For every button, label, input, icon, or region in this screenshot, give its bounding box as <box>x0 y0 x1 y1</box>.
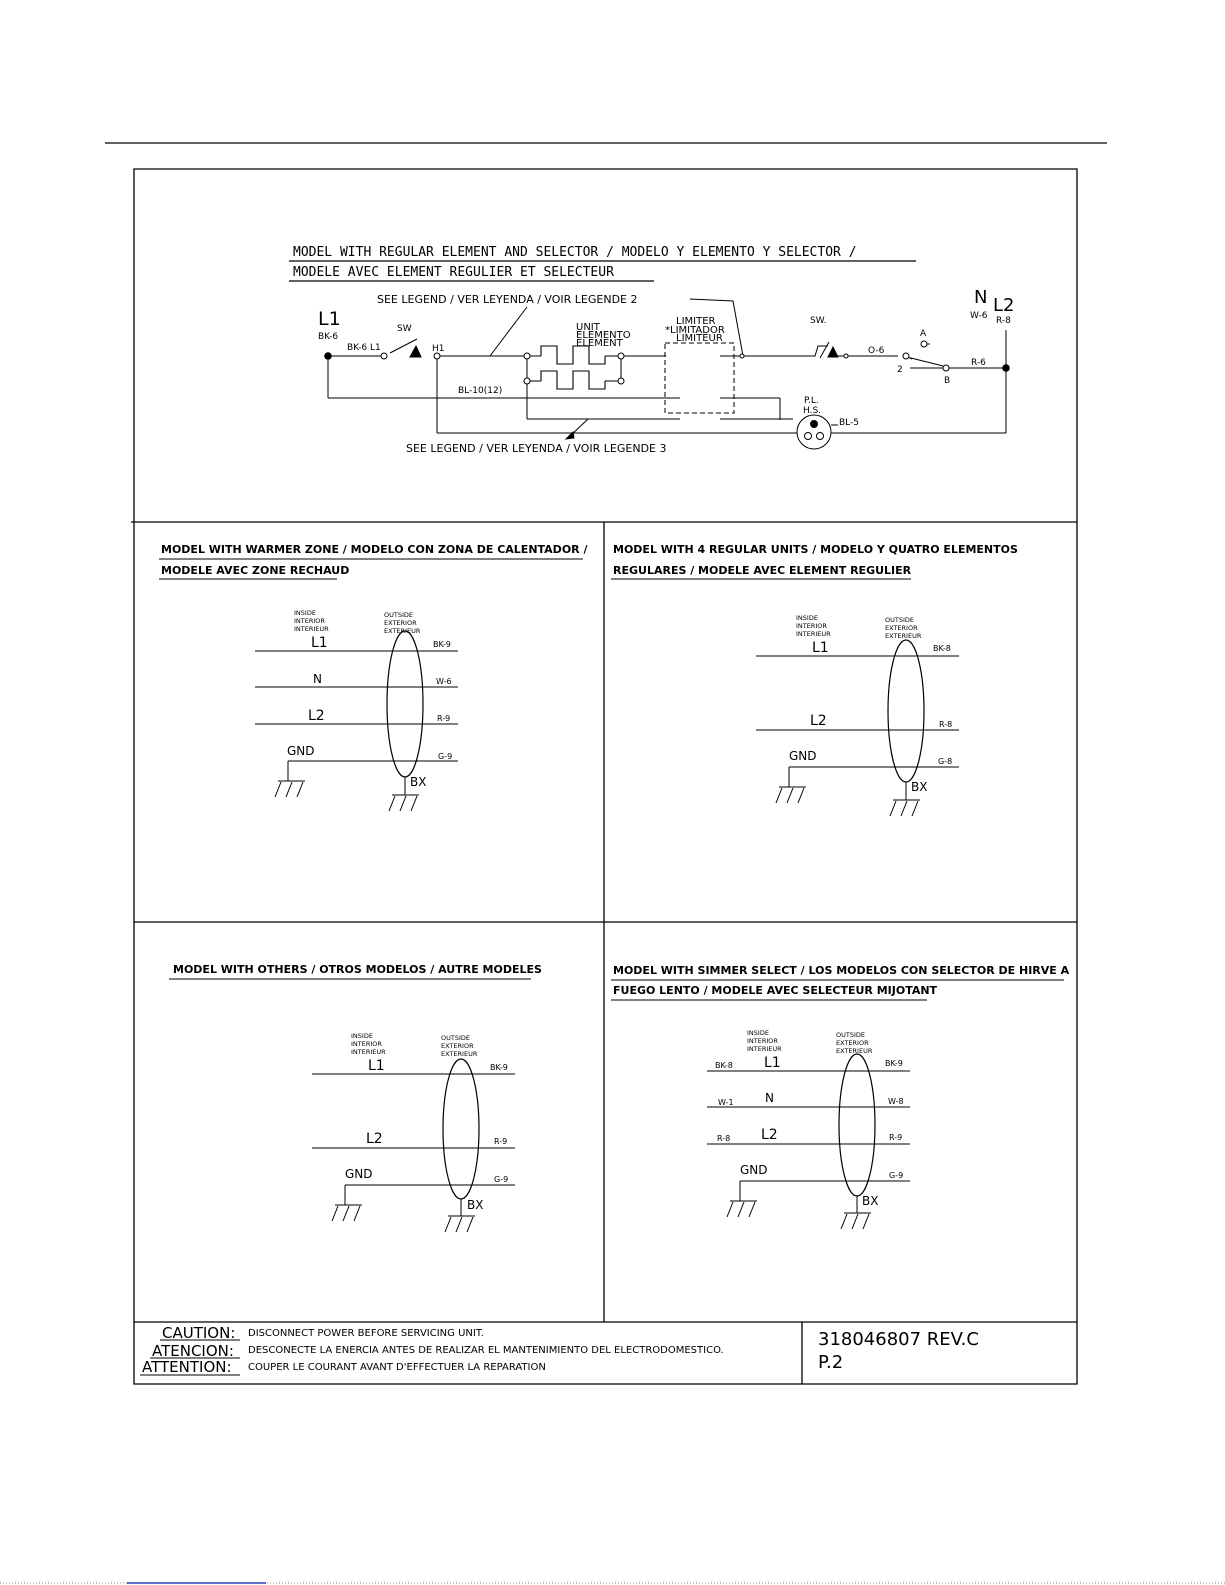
svg-text:INTERIEUR: INTERIEUR <box>294 625 329 633</box>
svg-text:OUTSIDE: OUTSIDE <box>836 1031 865 1039</box>
svg-text:W-6: W-6 <box>436 677 452 686</box>
svg-text:EXTERIOR: EXTERIOR <box>836 1039 869 1047</box>
svg-text:INTERIEUR: INTERIEUR <box>796 630 831 638</box>
svg-text:LIMITER: LIMITER <box>676 316 716 327</box>
svg-text:GND: GND <box>789 749 817 763</box>
svg-text:W-8: W-8 <box>888 1097 904 1106</box>
svg-text:2: 2 <box>897 365 903 375</box>
svg-text:BK-9: BK-9 <box>490 1063 508 1072</box>
svg-text:L1: L1 <box>311 635 328 651</box>
page-number: P.2 <box>818 1352 844 1373</box>
svg-text:BX: BX <box>862 1194 879 1208</box>
four-units-title-line1: MODEL WITH 4 REGULAR UNITS / MODELO Y QUATRO ELEMENTOS <box>613 543 1018 556</box>
four-units-cable-sheath <box>888 640 924 782</box>
svg-text:ELEMENTO: ELEMENTO <box>576 330 631 341</box>
svg-text:L2: L2 <box>993 295 1015 316</box>
svg-text:BK-6: BK-6 <box>318 332 339 342</box>
svg-text:OUTSIDE: OUTSIDE <box>885 616 914 624</box>
svg-text:*LIMITADOR: *LIMITADOR <box>665 325 725 336</box>
warmer-title-line1: MODEL WITH WARMER ZONE / MODELO CON ZONA DE CALENTADOR / <box>161 543 588 556</box>
svg-text:R-8: R-8 <box>717 1134 731 1143</box>
selector-arrow <box>828 347 838 357</box>
attention-label: ATTENTION: <box>142 1358 232 1376</box>
warmer-cable-sheath <box>387 631 423 777</box>
legend-3-label: SEE LEGEND / VER LEYENDA / VOIR LEGENDE 3 <box>406 442 667 455</box>
legend-2-leader-left <box>490 307 527 356</box>
svg-text:N: N <box>313 672 322 686</box>
contact-b <box>943 365 949 371</box>
atencion-text: DESCONECTE LA ENERCIA ANTES DE REALIZAR EL MANTENIMIENTO DEL ELECTRODOMESTICO. <box>248 1345 724 1356</box>
svg-text:L2: L2 <box>810 713 827 729</box>
contact-2 <box>903 353 909 359</box>
svg-text:BK-8: BK-8 <box>715 1061 733 1070</box>
svg-text:W-6: W-6 <box>970 311 988 321</box>
simmer-title-line2: FUEGO LENTO / MODELE AVEC SELECTEUR MIJOTANT <box>613 984 938 997</box>
svg-text:L1: L1 <box>812 640 829 656</box>
junction-l2 <box>1003 365 1010 372</box>
attention-text: COUPER LE COURANT AVANT D'EFFECTUER LA REPARATION <box>248 1362 546 1373</box>
svg-text:BK-9: BK-9 <box>885 1059 903 1068</box>
svg-text:L1: L1 <box>764 1055 781 1071</box>
contact-a <box>921 341 927 347</box>
others-title-line1: MODEL WITH OTHERS / OTROS MODELOS / AUTRE MODELES <box>173 963 542 976</box>
panel-regular-element-selector <box>289 245 1014 455</box>
top-title-line2: MODELE AVEC ELEMENT REGULIER ET SELECTEUR <box>293 265 614 280</box>
svg-text:INSIDE: INSIDE <box>796 614 818 622</box>
warmer-title-line2: MODELE AVEC ZONE RECHAUD <box>161 564 350 577</box>
svg-text:INTERIOR: INTERIOR <box>351 1040 382 1048</box>
svg-text:L1: L1 <box>368 1058 385 1074</box>
svg-text:INTERIOR: INTERIOR <box>747 1037 778 1045</box>
svg-text:G-9: G-9 <box>889 1171 904 1180</box>
top-l1-label: L1 <box>318 308 341 330</box>
caution-text: DISCONNECT POWER BEFORE SERVICING UNIT. <box>248 1328 484 1339</box>
svg-text:H1: H1 <box>432 344 445 354</box>
junction-l1 <box>325 353 332 360</box>
panel-warmer-zone <box>159 543 588 811</box>
legend-3-leader <box>569 419 588 437</box>
simmer-title-line1: MODEL WITH SIMMER SELECT / LOS MODELOS CON SELECTOR DE HIRVE A <box>613 964 1070 977</box>
svg-text:R-9: R-9 <box>889 1133 903 1142</box>
four-units-title-line2: REGULARES / MODELE AVEC ELEMENT REGULIER <box>613 564 912 577</box>
svg-text:O-6: O-6 <box>868 346 885 356</box>
limiter-box <box>665 343 734 413</box>
svg-text:L2: L2 <box>366 1131 383 1147</box>
svg-text:LIMITEUR: LIMITEUR <box>676 333 723 344</box>
svg-text:INSIDE: INSIDE <box>294 609 316 617</box>
heating-element-lower <box>541 371 605 389</box>
svg-text:BX: BX <box>410 775 427 789</box>
svg-text:BK-8: BK-8 <box>933 644 951 653</box>
svg-text:R-9: R-9 <box>494 1137 508 1146</box>
svg-text:UNIT: UNIT <box>576 322 600 333</box>
svg-text:BX: BX <box>467 1198 484 1212</box>
warmer-ground-inside <box>275 761 305 797</box>
svg-text:GND: GND <box>287 744 315 758</box>
svg-text:EXTERIOR: EXTERIOR <box>384 619 417 627</box>
svg-text:BK-9: BK-9 <box>433 640 451 649</box>
caution-label: CAUTION: <box>162 1324 236 1342</box>
svg-text:P.L.: P.L. <box>804 396 819 406</box>
legend-2-label: SEE LEGEND / VER LEYENDA / VOIR LEGENDE 2 <box>377 293 638 306</box>
svg-text:N: N <box>974 287 988 308</box>
svg-text:A: A <box>920 329 927 339</box>
svg-text:B: B <box>944 376 951 386</box>
svg-text:H.S.: H.S. <box>803 406 822 416</box>
svg-text:N: N <box>765 1091 774 1105</box>
atencion-label: ATENCION: <box>152 1342 234 1360</box>
simmer-cable-sheath <box>839 1054 875 1196</box>
footer-part-info <box>818 1329 979 1373</box>
svg-text:R-6: R-6 <box>971 358 986 368</box>
svg-text:BL-5: BL-5 <box>839 418 860 428</box>
svg-text:BL-10(12): BL-10(12) <box>458 386 503 396</box>
svg-text:EXTERIOR: EXTERIOR <box>441 1042 474 1050</box>
svg-text:SW: SW <box>397 324 412 334</box>
svg-text:INSIDE: INSIDE <box>351 1032 373 1040</box>
outer-frame <box>134 169 1077 1384</box>
svg-text:SW.: SW. <box>810 316 827 326</box>
svg-text:ELEMENT: ELEMENT <box>576 338 623 349</box>
svg-text:EXTERIEUR: EXTERIEUR <box>384 627 421 635</box>
svg-text:W-1: W-1 <box>718 1098 734 1107</box>
switch-arrow-sw <box>410 346 421 357</box>
svg-text:BX: BX <box>911 780 928 794</box>
svg-text:EXTERIEUR: EXTERIEUR <box>836 1047 873 1055</box>
panel-four-regular-units <box>611 543 1018 816</box>
others-ground-inside <box>332 1185 362 1221</box>
svg-text:L2: L2 <box>308 708 325 724</box>
contact-sw <box>381 353 387 359</box>
svg-text:INTERIEUR: INTERIEUR <box>351 1048 386 1056</box>
others-cable-sheath <box>443 1059 479 1199</box>
svg-text:R-8: R-8 <box>996 316 1011 326</box>
svg-text:G-9: G-9 <box>438 752 453 761</box>
svg-text:OUTSIDE: OUTSIDE <box>384 611 413 619</box>
svg-text:L2: L2 <box>761 1127 778 1143</box>
svg-text:G-8: G-8 <box>938 757 953 766</box>
svg-text:BK-6 L1: BK-6 L1 <box>347 343 381 353</box>
top-title-line1: MODEL WITH REGULAR ELEMENT AND SELECTOR / MODELO Y ELEMENTO Y SELECTOR / <box>293 245 857 260</box>
footer-warnings <box>140 1324 724 1376</box>
svg-text:EXTERIOR: EXTERIOR <box>885 624 918 632</box>
svg-text:G-9: G-9 <box>494 1175 509 1184</box>
svg-text:R-9: R-9 <box>437 714 451 723</box>
svg-text:OUTSIDE: OUTSIDE <box>441 1034 470 1042</box>
svg-text:EXTERIEUR: EXTERIEUR <box>441 1050 478 1058</box>
simmer-ground-inside <box>727 1181 757 1217</box>
svg-text:R-8: R-8 <box>939 720 953 729</box>
part-number: 318046807 REV.C <box>818 1329 979 1350</box>
svg-text:INTERIOR: INTERIOR <box>796 622 827 630</box>
svg-text:EXTERIEUR: EXTERIEUR <box>885 632 922 640</box>
panel-others <box>169 963 542 1232</box>
svg-text:GND: GND <box>345 1167 373 1181</box>
four-units-ground-inside <box>776 767 806 803</box>
svg-text:INTERIOR: INTERIOR <box>294 617 325 625</box>
svg-text:INSIDE: INSIDE <box>747 1029 769 1037</box>
svg-text:INTERIEUR: INTERIEUR <box>747 1045 782 1053</box>
panel-simmer-select <box>611 964 1070 1229</box>
svg-text:GND: GND <box>740 1163 768 1177</box>
